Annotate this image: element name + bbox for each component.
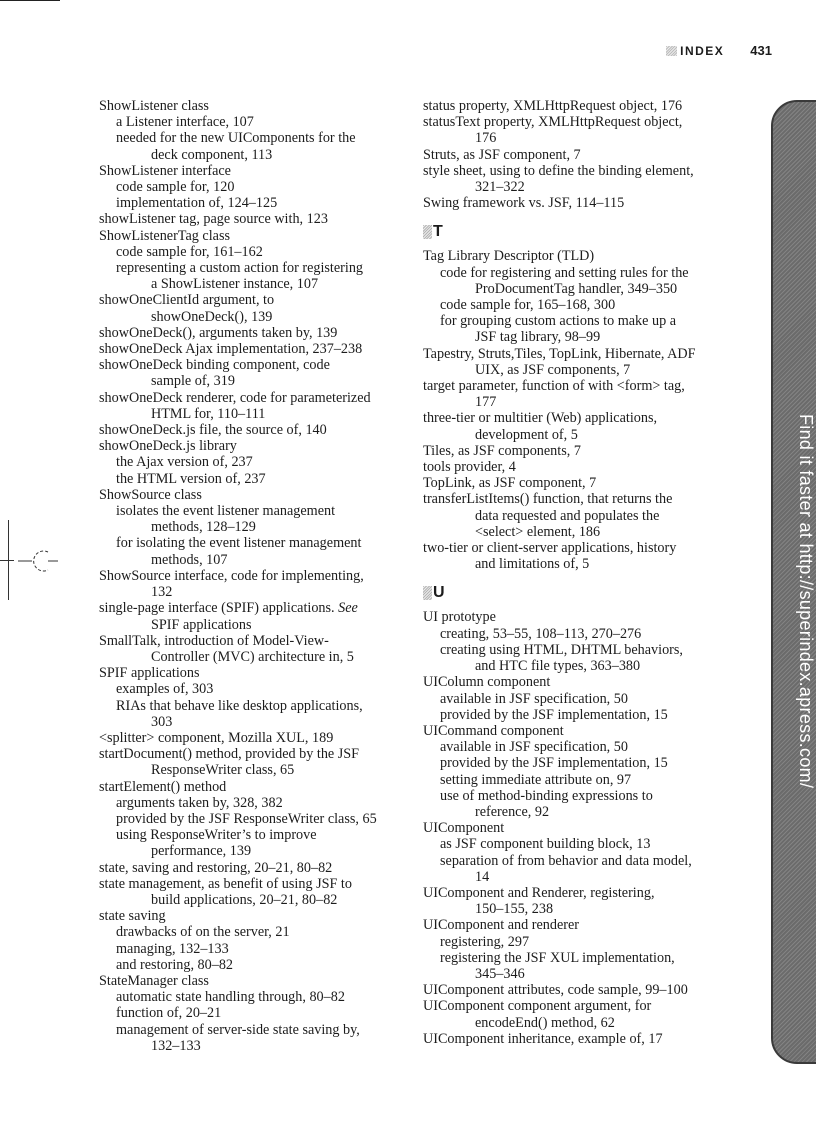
index-entry [423,475,723,491]
index-entry-text: a ShowListener instance, 107 [151,276,319,293]
index-entry [99,989,399,1005]
index-entry [99,244,399,260]
index-entry [99,292,399,308]
index-entry [99,325,399,341]
index-entry [423,626,723,642]
index-entry [423,362,723,378]
index-entry [423,691,723,707]
index-entry-text: data requested and populates the [475,507,660,524]
index-entry-text: showOneDeck renderer, code for parameterized [99,389,371,406]
index-entry-text: arguments taken by, 328, 382 [116,794,283,811]
index-entry-text: available in JSF specification, 50 [440,739,628,756]
index-entry-text: registering, 297 [440,933,530,950]
index-entry [99,454,399,470]
page-number: 431 [750,43,772,58]
index-entry [99,973,399,989]
index-entry-text: separation of from behavior and data model, [440,852,692,869]
registration-mark-icon [18,546,58,576]
top-rule [0,0,60,1]
index-entry [99,876,399,892]
index-entry-text: HTML for, 110–111 [151,405,266,422]
index-entry [99,487,399,503]
index-entry-text: code sample for, 161–162 [116,243,263,260]
index-entry-text: methods, 107 [151,551,228,568]
index-entry-text: showListener tag, page source with, 123 [99,211,328,228]
index-entry-text: provided by the JSF ResponseWriter class, 65 [116,810,377,827]
index-entry [99,195,399,211]
index-entry-text: performance, 139 [151,843,252,860]
thumb-tab-text: Find it faster at http://superindex.apress.com/ [796,414,816,789]
index-entry-text: deck component, 113 [151,146,273,163]
index-entry [99,163,399,179]
index-entry-text: target parameter, function of with <form> tag, [423,378,685,395]
index-entry [99,762,399,778]
index-entry [423,265,723,281]
section-marker-icon [423,225,432,239]
crop-mark-horizontal [0,560,14,561]
index-entry [99,519,399,535]
see-reference: See [338,600,358,617]
header-marker-icon [666,46,677,56]
index-entry [423,966,723,982]
index-entry [423,739,723,755]
index-entry [423,998,723,1014]
section-letter: T [433,223,443,241]
index-entry [99,714,399,730]
index-entry [423,982,723,998]
index-entry [99,406,399,422]
index-entry [423,248,723,264]
index-entry [99,535,399,551]
index-entry [99,552,399,568]
index-entry-text: SPIF applications [99,665,200,682]
index-entry [423,346,723,362]
index-entry [99,924,399,940]
index-entry-text: using ResponseWriter’s to improve [116,827,317,844]
index-entry-text: 303 [151,713,173,730]
index-entry [99,1005,399,1021]
index-entry [423,508,723,524]
index-entry [99,665,399,681]
index-entry-text: and HTC file types, 363–380 [475,658,641,675]
index-entry-text: for isolating the event listener management [116,535,362,552]
index-entry-text: style sheet, using to define the binding element, [423,162,694,179]
index-entry-text: UIComponent and renderer [423,917,580,934]
index-entry-text: ProDocumentTag handler, 349–350 [475,280,678,297]
index-entry [99,130,399,146]
index-entry [423,130,723,146]
index-entry-text: state management, as benefit of using JSF to [99,875,352,892]
index-entry [99,390,399,406]
index-entry [423,491,723,507]
index-entry-text: examples of, 303 [116,681,214,698]
index-entry [423,281,723,297]
index-entry-text: ShowSource class [99,486,202,503]
index-entry-text: ShowListener interface [99,162,231,179]
index-entry-text: methods, 128–129 [151,519,256,536]
index-entry-text: and limitations of, 5 [475,556,590,573]
index-entry [99,941,399,957]
index-entry [99,827,399,843]
index-entry [423,658,723,674]
index-entry-text: code for registering and setting rules for the [440,264,689,281]
index-entry [423,179,723,195]
index-entry [99,211,399,227]
index-entry-text: 14 [475,868,490,885]
index-entry-text: transferListItems() function, that returns the [423,491,673,508]
index-entry-text: startElement() method [99,778,227,795]
index-entry-text: registering the JSF XUL implementation, [440,949,675,966]
index-entry [99,617,399,633]
index-entry [423,378,723,394]
index-entry [423,1015,723,1031]
index-entry-text: implementation of, 124–125 [116,195,278,212]
index-entry [99,1038,399,1054]
index-entry [99,908,399,924]
index-entry [423,707,723,723]
index-entry [423,869,723,885]
index-entry-text: available in JSF specification, 50 [440,690,628,707]
index-entry [99,584,399,600]
index-entry [423,195,723,211]
index-entry [423,853,723,869]
index-entry-text: development of, 5 [475,426,578,443]
index-entry-text: needed for the new UIComponents for the [116,130,356,147]
index-entry [99,438,399,454]
index-entry-text: <splitter> component, Mozilla XUL, 189 [99,729,334,746]
index-entry [99,503,399,519]
index-entry [99,957,399,973]
index-entry [423,836,723,852]
index-entry-text: RIAs that behave like desktop applications, [116,697,363,714]
index-entry [99,568,399,584]
index-entry-text: three-tier or multitier (Web) applications, [423,410,658,427]
index-entry [99,746,399,762]
index-column-left [99,98,399,1054]
index-entry-text: ResponseWriter class, 65 [151,762,295,779]
index-entry-text: as JSF component building block, 13 [440,836,651,853]
index-entry [99,147,399,163]
index-entry-text: provided by the JSF implementation, 15 [440,755,668,772]
index-entry-text: showOneDeck(), 139 [151,308,273,325]
index-entry [99,600,399,616]
index-entry-text: Tapestry, Struts,Tiles, TopLink, Hibernate, ADF [423,345,696,362]
header-section-label: INDEX [666,44,724,58]
index-entry [99,373,399,389]
index-entry [423,443,723,459]
index-entry [99,114,399,130]
index-entry-text: UIComponent and Renderer, registering, [423,884,655,901]
index-entry-text: a Listener interface, 107 [116,114,254,131]
index-entry-text: code sample for, 120 [116,179,235,196]
index-entry-text: management of server-side state saving by, [116,1021,360,1038]
index-entry-text: status property, XMLHttpRequest object, 176 [423,98,683,114]
index-entry [99,309,399,325]
section-heading [423,583,723,603]
index-entry [423,950,723,966]
index-entry-text: for grouping custom actions to make up a [440,313,677,330]
index-entry [423,394,723,410]
index-entry-text: use of method-binding expressions to [440,787,653,804]
index-entry-text: TopLink, as JSF component, 7 [423,475,597,492]
index-entry [423,934,723,950]
index-entry-text: setting immediate attribute on, 97 [440,771,632,788]
index-entry [423,1031,723,1047]
index-entry [423,917,723,933]
index-entry [99,260,399,276]
index-entry-text: SPIF applications [151,616,252,633]
index-entry-text: automatic state handling through, 80–82 [116,989,345,1006]
index-entry [99,649,399,665]
index-entry [99,681,399,697]
index-entry-text: showOneDeck(), arguments taken by, 139 [99,324,338,341]
index-entry [99,698,399,714]
index-entry [423,329,723,345]
index-entry-text: tools provider, 4 [423,459,516,476]
index-entry-text: UI prototype [423,609,496,626]
index-entry-text: function of, 20–21 [116,1005,222,1022]
index-entry-text: UIComponent [423,820,505,837]
index-entry [99,179,399,195]
index-entry [423,674,723,690]
index-entry [99,1022,399,1038]
index-entry-text: showOneDeck binding component, code [99,357,330,374]
index-entry [99,795,399,811]
index-entry [99,98,399,114]
index-entry-text: Tiles, as JSF components, 7 [423,442,581,459]
index-entry-text: UIComponent attributes, code sample, 99–100 [423,982,688,999]
index-entry [423,885,723,901]
index-entry [99,730,399,746]
index-entry-text: creating, 53–55, 108–113, 270–276 [440,625,642,642]
index-column-right [423,98,723,1047]
index-entry [423,410,723,426]
index-entry-text: startDocument() method, provided by the JSF [99,746,360,763]
index-entry-text: provided by the JSF implementation, 15 [440,706,668,723]
index-entry-text: statusText property, XMLHttpRequest object, [423,114,683,131]
index-entry-text: Controller (MVC) architecture in, 5 [151,648,354,665]
index-entry-text: 150–155, 238 [475,901,554,918]
index-entry-text: SmallTalk, introduction of Model-View- [99,632,329,649]
index-entry [99,471,399,487]
index-entry-text: drawbacks of on the server, 21 [116,924,290,941]
index-entry-text: sample of, 319 [151,373,235,390]
index-entry-text: UIColumn component [423,674,551,691]
index-entry-text: managing, 132–133 [116,940,229,957]
index-entry-text: state, saving and restoring, 20–21, 80–82 [99,859,333,876]
index-entry-text: two-tier or client-server applications, history [423,540,677,557]
index-entry [423,804,723,820]
section-heading [423,222,723,242]
crop-mark-vertical [8,520,9,600]
index-entry [423,772,723,788]
index-entry-text: and restoring, 80–82 [116,956,234,973]
index-entry [99,422,399,438]
index-entry-text: showOneClientId argument, to [99,292,275,309]
index-entry-text: 321–322 [475,179,525,196]
index-entry-text: reference, 92 [475,803,550,820]
running-header [666,43,772,58]
index-entry [99,892,399,908]
index-entry-text: ShowListener class [99,98,209,114]
index-entry-text: 345–346 [475,965,525,982]
index-entry [423,642,723,658]
index-entry-text: showOneDeck.js file, the source of, 140 [99,422,327,439]
index-entry-text: StateManager class [99,972,209,989]
index-entry-text: Swing framework vs. JSF, 114–115 [423,195,625,212]
index-entry [423,723,723,739]
index-entry [423,459,723,475]
section-marker-icon [423,586,432,600]
index-entry-text: code sample for, 165–168, 300 [440,297,616,314]
index-entry-text: 176 [475,130,497,147]
index-entry-text: 132 [151,584,173,601]
index-entry-text: ShowListenerTag class [99,227,230,244]
index-entry-text: JSF tag library, 98–99 [475,329,601,346]
index-entry-text: ShowSource interface, code for implementing, [99,567,364,584]
index-entry-text: <select> element, 186 [475,523,601,540]
index-entry [423,313,723,329]
index-entry [423,524,723,540]
index-entry-text: build applications, 20–21, 80–82 [151,891,338,908]
index-entry [423,98,723,114]
index-entry-text: Struts, as JSF component, 7 [423,146,581,163]
index-entry-text: showOneDeck.js library [99,438,237,455]
index-entry-text: 177 [475,394,497,411]
index-entry [99,341,399,357]
index-entry-text: creating using HTML, DHTML behaviors, [440,641,683,658]
index-entry [99,860,399,876]
index-entry-text: UIComponent inheritance, example of, 17 [423,1030,663,1047]
index-entry-text: UIComponent component argument, for [423,998,652,1015]
index-entry-text: UICommand component [423,722,564,739]
index-entry-text: isolates the event listener management [116,503,336,520]
section-letter: U [433,584,445,602]
index-entry [423,147,723,163]
index-entry [423,114,723,130]
index-entry [423,427,723,443]
index-entry-text: single-page interface (SPIF) applications. [99,600,339,617]
index-entry [99,811,399,827]
index-entry-text: 132–133 [151,1037,201,1054]
index-entry [99,228,399,244]
index-entry [99,276,399,292]
index-entry [99,779,399,795]
index-entry [423,297,723,313]
index-entry [423,163,723,179]
index-entry [423,901,723,917]
index-entry-text: representing a custom action for registering [116,260,364,277]
index-entry [423,609,723,625]
index-entry-text: Tag Library Descriptor (TLD) [423,248,595,265]
index-entry [423,556,723,572]
index-entry [423,788,723,804]
index-entry-text: state saving [99,908,166,925]
index-entry [423,755,723,771]
index-entry [99,633,399,649]
index-entry-text: the Ajax version of, 237 [116,454,253,471]
index-entry [423,820,723,836]
index-entry-text: UIX, as JSF components, 7 [475,361,631,378]
index-entry [99,843,399,859]
index-entry-text: showOneDeck Ajax implementation, 237–238 [99,341,363,358]
index-entry [99,357,399,373]
index-entry-text: the HTML version of, 237 [116,470,266,487]
index-entry-text: encodeEnd() method, 62 [475,1014,615,1031]
index-entry [423,540,723,556]
